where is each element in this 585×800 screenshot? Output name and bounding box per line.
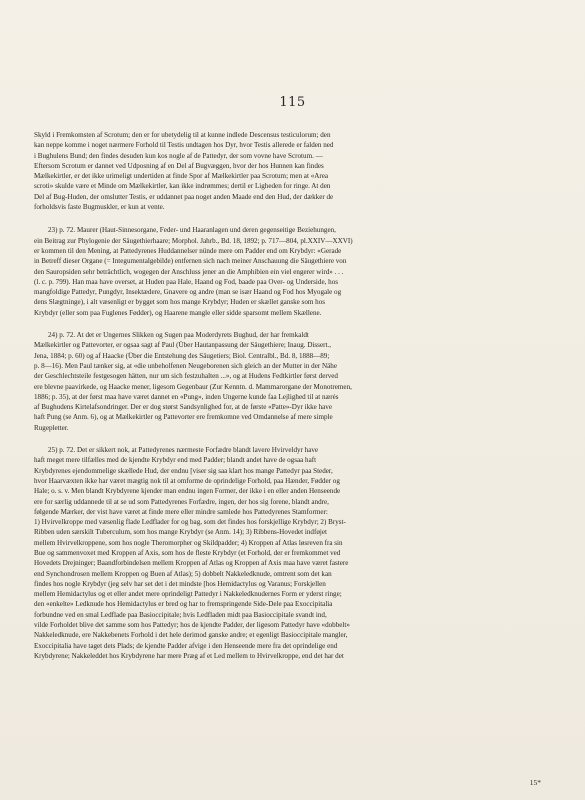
text-line: 23) p. 72. Maurer (Haut-Sinnesorgane, Feder- und Haaranlagen und deren gegenseitige Beziehungen, — [48, 226, 336, 235]
text-line: Nakkeledknude, ere Nakkebenets Forhold i det hele derimod ganske andre; et egenligt Basioccipitale mangler, — [34, 631, 348, 640]
text-line: Rugepletter. — [34, 423, 69, 432]
text-line: Bue og sammenvoxet med Kroppen af Axis, som hos de fleste Krybdyr (et Forhold, der er fremkommet ved — [34, 548, 341, 557]
text-line: dens Slægtninge), i alt væsenligt er bygget som hos mange Krybdyr; Huden er skællet ganske som hos — [34, 298, 326, 307]
text-line: af Bughudens Kirtelafsondringer. Der er dog størst Sandsynlighed for, at de første «Patte»-Dyr ikke have — [34, 403, 332, 412]
text-line: kan neppe komme i noget nærmere Forhold til Testis undtagen hos Dyr, hvor Testis allerede er falden ned — [34, 141, 334, 150]
text-line: 1) Hvirvelkroppe med væsenlig flade Ledflader for og bag, som det findes hos forskjellige Krybdyr; 2) Bryst- — [34, 518, 346, 527]
text-line: forbundne ved en smal Ledflade paa Basioccipitale; hvis Ledfladen midt paa Basioccipitale svandt ind, — [34, 610, 327, 619]
note-25 — [34, 445, 549, 661]
text-line: haft meget mere tilfælles med de kjendte Krybdyr end med Padder; blandt andet have de ogsaa haft — [34, 456, 317, 465]
text-line: 25) p. 72. Det er sikkert nok, at Pattedyrenes nærmeste Forfædre blandt lavere Hvirveldyr have — [48, 446, 319, 455]
note-23 — [34, 225, 549, 318]
text-line: in Betreff dieser Organe (= Integumentalgebilde) entfernen sich nach meiner Anschauung die Säugethiere von — [34, 257, 347, 266]
text-line: Eftersom Scrotum er dannet ved Udposning af en Del af Bugvæggen, hvor der hos Hunnen kan findes — [34, 161, 324, 170]
text-line: følgende Mærker, der vist have været at finde mere eller mindre samlede hos Pattedyrenes Stamformer: — [34, 507, 328, 516]
text-line: Hale; o. s. v. Men blandt Krybdyrene kjender man endnu ingen Former, der ikke i en eller anden Henseende — [34, 487, 341, 496]
text-line: forholdsvis faste Bugmuskler, er kun at vente. — [34, 203, 165, 212]
text-line: Ribben uden særskilt Tuberculum, som hos mange Krybdyr (se Anm. 14); 3) Ribbens-Hovedet indføjet — [34, 528, 327, 537]
text-line: Krybdyrenes ejendommelige skællede Hud, der endnu [viser sig saa klart hos mange Pattedyr paa Steder, — [34, 466, 333, 475]
text-line: Mælkekirtler, er det ikke urimeligt undertiden at finde Spor af Mælkekirtler paa Scrotum; men at «Area — [34, 172, 329, 181]
text-line: mellem Hvirvelkroppene, som hos nogle Theromorpher og Skildpadder; 4) Kroppen af Atlas løsreven fra sin — [34, 538, 343, 547]
text-line: ere for særlig uddannede til at se ud som Pattedyrenes Forfædre, ingen, der hos sig forene, blandt andre, — [34, 497, 329, 506]
text-line: Del af Bug-Huden, der omslutter Testis, er uddannet paa noget anden Maade end den Hud, der dækker de — [34, 192, 334, 201]
note-24 — [34, 330, 549, 433]
text-line: ein Beitrag zur Phylogenie der Säugethierhaare; Morphol. Jahrb., Bd. 18, 1892; p. 717—804, pl.XXIV—XXVI) — [34, 236, 353, 245]
text-line: Krybdyr (eller som paa Fuglenes Fødder), og Haarene mangle eller sidde sparsomt mellem Skællene. — [34, 308, 322, 317]
text-line: i Bughulens Bund; den findes desuden kun kos nogle af de Pattedyr, der som vovne have Scrotum. — — [34, 151, 323, 160]
sheet-signature: 15* — [529, 778, 541, 787]
text-line: ere blevne paavirkede, og Haacke mener, ligesom Gegenbaur (Zur Kenntn. d. Mammarorgane der Monotremen, — [34, 382, 352, 391]
text-line: Mælkekirtler og Pattevorter, er ogsaa sagt af Paul (Über Hautanpassung der Säugethiere; Inaug. Dissert., — [34, 341, 331, 350]
text-line: scroti» skulde være et Minde om Mælkekirtler, kan ikke indrømmes; dertil er Ligheden for ringe. At den — [34, 182, 331, 191]
text-line: Krybdyrene; Nakkeleddet hos Krybdyrene har mere Præg af et Led mellem to Hvirvelkroppe, end det har det — [34, 651, 344, 660]
text-line: Exoccipitalia have taget dets Plads; de kjendte Padder afvige i den Henseende mere fra det oprindelige end — [34, 641, 338, 650]
text-line: Skyld i Fremkomsten af Scrotum; den er for ubetydelig til at kunne indlede Descensus testiculorum; den — [34, 131, 331, 139]
text-line: end Synchondrosen mellem Kroppen og Buen af Atlas); 5) dobbelt Nakkeledknude, omtrent som det kan — [34, 569, 332, 578]
text-line: mellem Hemidactylus og et eller andet mere oprindeligt Pattedyr i Nakkeledknudernes Form er yderst ringe; — [34, 590, 342, 599]
text-line: den Sauropsiden sehr beträchtlich, wogegen der Anschluss jener an die Amphibien ein viel engerer wird» . . . — [34, 267, 344, 276]
body-text — [34, 130, 549, 673]
text-line: er kommen til den Mening, at Pattedyrenes Huddannelser nünde mere om Padder end om Krybdyr: «Gerade — [34, 246, 342, 255]
text-line: vilde Forholdet blive det samme som hos Pattedyr; hos de kjendte Padder, der ligesom Pattedyr have «dobbelt» — [34, 621, 350, 630]
text-line: (l. c. p. 799). Han maa have overset, at Huden paa Hale, Haand og Fod, baade paa Over- og Underside, hos — [34, 277, 338, 286]
text-line: 24) p. 72. At det er Ungernes Slikken og Sugen paa Moderdyrets Bughud, der har fremkaldt — [48, 331, 309, 340]
paragraph-continuation — [34, 130, 549, 212]
text-line: 1886; p. 35), at der først maa have været dannet en «Pung», inden Ungerne kunde faa Lejlighed til at nærės — [34, 392, 339, 401]
page-number: 115 — [279, 95, 306, 110]
text-line: den «enkelte» Ledknude hos Hemidactylus er bred og har to fremspringende Side-Dele paa Exoccipitalia — [34, 600, 333, 609]
text-line: Hovedets Drejninger; Baandforbindelsen mellem Kroppen af Atlas og Kroppen af Axis maa have været fastere — [34, 559, 349, 568]
text-line: der Geschlechtsteile festgesogen hätten, nur um sich festzuhalten ...», og at Hudens Fedtkirtler først derved — [34, 372, 338, 381]
text-line: mangfoldige Pattedyr, Pungdyr, Insektædere, Gnavere og andre (man se især Haand og Fod hos Myogale og — [34, 288, 342, 297]
text-line: haft Pung (se Anm. 6), og at Mælkekirtler og Pattevorter ere fremkomne ved Omdannelse af mere simple — [34, 413, 333, 422]
text-line: Jena, 1884; p. 60) og af Haacke (Über die Entstehung des Säugetiers; Biol. Centralbl., Bd. 8, 1888—89; — [34, 351, 330, 360]
text-line: p. 8—16). Men Paul tænker sig, at «die unbeholfenen Neugeborenen sich gleich an der Mutter in der Nähe — [34, 361, 337, 370]
text-line: hvor Haarvæxten ikke har været mægtig nok til at omforme de oprindelige Forhold, paa Hænder, Fødder og — [34, 476, 340, 485]
text-line: findes hos nogle Krybdyr (jeg selv har set det i det mindste [hos Hemidactylus og Varanus; Forskjellen — [34, 579, 326, 588]
